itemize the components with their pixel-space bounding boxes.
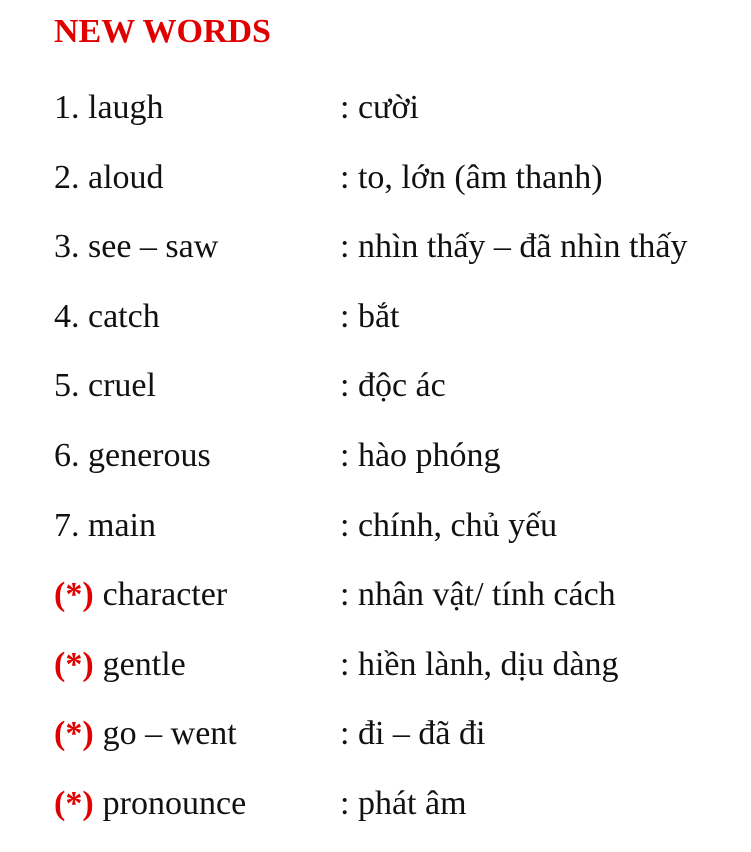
word-meaning: : nhân vật/ tính cách [340,576,616,614]
word-text: catch [88,297,160,335]
list-item [54,643,744,713]
word-term [54,782,246,826]
word-term [54,295,160,339]
word-text: go – went [102,715,237,753]
page-title: NEW WORDS [54,13,271,50]
word-text: character [102,576,228,614]
list-item [54,504,744,574]
list-item [54,364,744,434]
word-term [54,573,227,617]
word-term [54,225,218,269]
word-meaning: : phát âm [340,784,467,822]
word-meaning: : hiền lành, dịu dàng [340,645,619,683]
item-number: 6. [54,436,80,474]
extra-word-marker: (*) [54,576,94,614]
word-meaning: : cười [340,89,419,126]
word-text: aloud [88,158,164,196]
word-term [54,643,186,687]
list-item [54,295,744,365]
word-meaning: : chính, chủ yếu [340,506,558,544]
item-number: 5. [54,367,80,405]
extra-word-marker: (*) [54,784,94,822]
word-term [54,86,164,130]
word-term [54,364,156,408]
word-meaning: : bắt [340,297,400,335]
word-text: see – saw [88,228,219,266]
item-number: 1. [54,89,80,126]
word-meaning: : nhìn thấy – đã nhìn thấy [340,228,688,266]
word-term [54,712,237,756]
word-meaning: : độc ác [340,367,446,405]
list-item [54,86,744,156]
item-number: 3. [54,228,80,266]
list-item [54,782,744,852]
list-item [54,156,744,226]
word-meaning: : hào phóng [340,436,501,474]
word-term [54,504,156,548]
item-number: 4. [54,297,80,335]
extra-word-marker: (*) [54,645,94,683]
list-item [54,573,744,643]
list-item [54,434,744,504]
word-term [54,156,164,200]
word-term [54,434,211,478]
word-text: generous [88,436,211,474]
word-text: gentle [102,645,186,683]
word-text: cruel [88,367,156,405]
word-text: main [88,506,156,544]
word-text: pronounce [102,784,247,822]
word-text: laugh [88,89,164,126]
item-number: 7. [54,506,80,544]
list-item [54,712,744,782]
vocabulary-list [54,86,744,852]
word-meaning: : to, lớn (âm thanh) [340,158,603,196]
extra-word-marker: (*) [54,715,94,753]
word-meaning: : đi – đã đi [340,715,486,753]
list-item [54,225,744,295]
item-number: 2. [54,158,80,196]
